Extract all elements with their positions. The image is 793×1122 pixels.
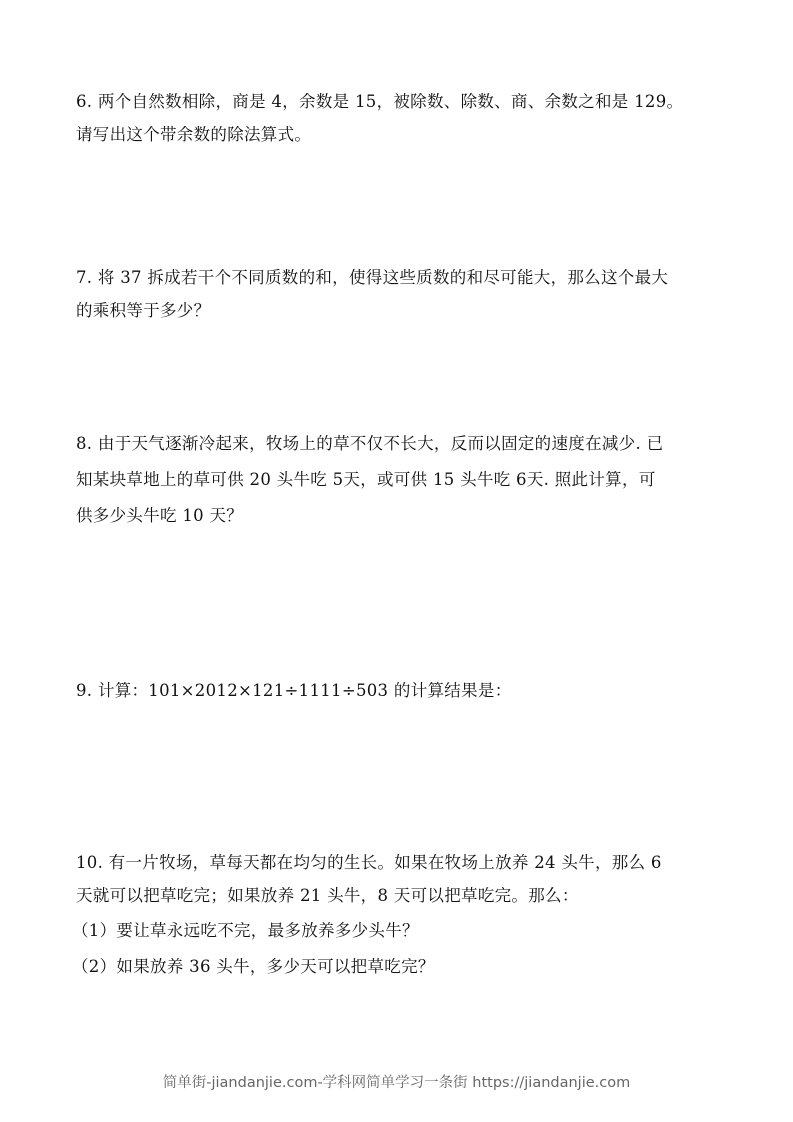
question-text: 天就可以把草吃完；如果放养 21 头牛，8 天可以把草吃完。那么： — [76, 886, 579, 905]
question-text: 9. 计算：101×2012×121÷1111÷503 的计算结果是： — [76, 681, 512, 700]
page-footer: 简单街-jiandanjie.com-学科网简单学习一条街 https://jiandanjie.com — [162, 1075, 631, 1091]
question-text: （1）要让草永远吃不完，最多放养多少头牛？ — [72, 921, 419, 940]
question-text: 10. 有一片牧场，草每天都在均匀的生长。如果在牧场上放养 24 头牛，那么 6 — [76, 853, 662, 872]
question-text: 的乘积等于多少？ — [76, 301, 211, 320]
question-text: 供多少头牛吃 10 天？ — [76, 506, 244, 525]
question-text: 请写出这个带余数的除法算式。 — [76, 125, 312, 144]
question-text: （2）如果放养 36 头牛，多少天可以把草吃完？ — [72, 957, 435, 976]
question-text: 8. 由于天气逐渐冷起来，牧场上的草不仅不长大，反而以固定的速度在减少. 已 — [76, 434, 664, 453]
question-text: 7. 将 37 拆成若干个不同质数的和，使得这些质数的和尽可能大，那么这个最大 — [76, 268, 669, 287]
question-text: 6. 两个自然数相除，商是 4，余数是 15，被除数、除数、商、余数之和是 129。 — [76, 92, 684, 111]
question-text: 知某块草地上的草可供 20 头牛吃 5天，或可供 15 头牛吃 6天. 照此计算，可 — [76, 470, 656, 489]
